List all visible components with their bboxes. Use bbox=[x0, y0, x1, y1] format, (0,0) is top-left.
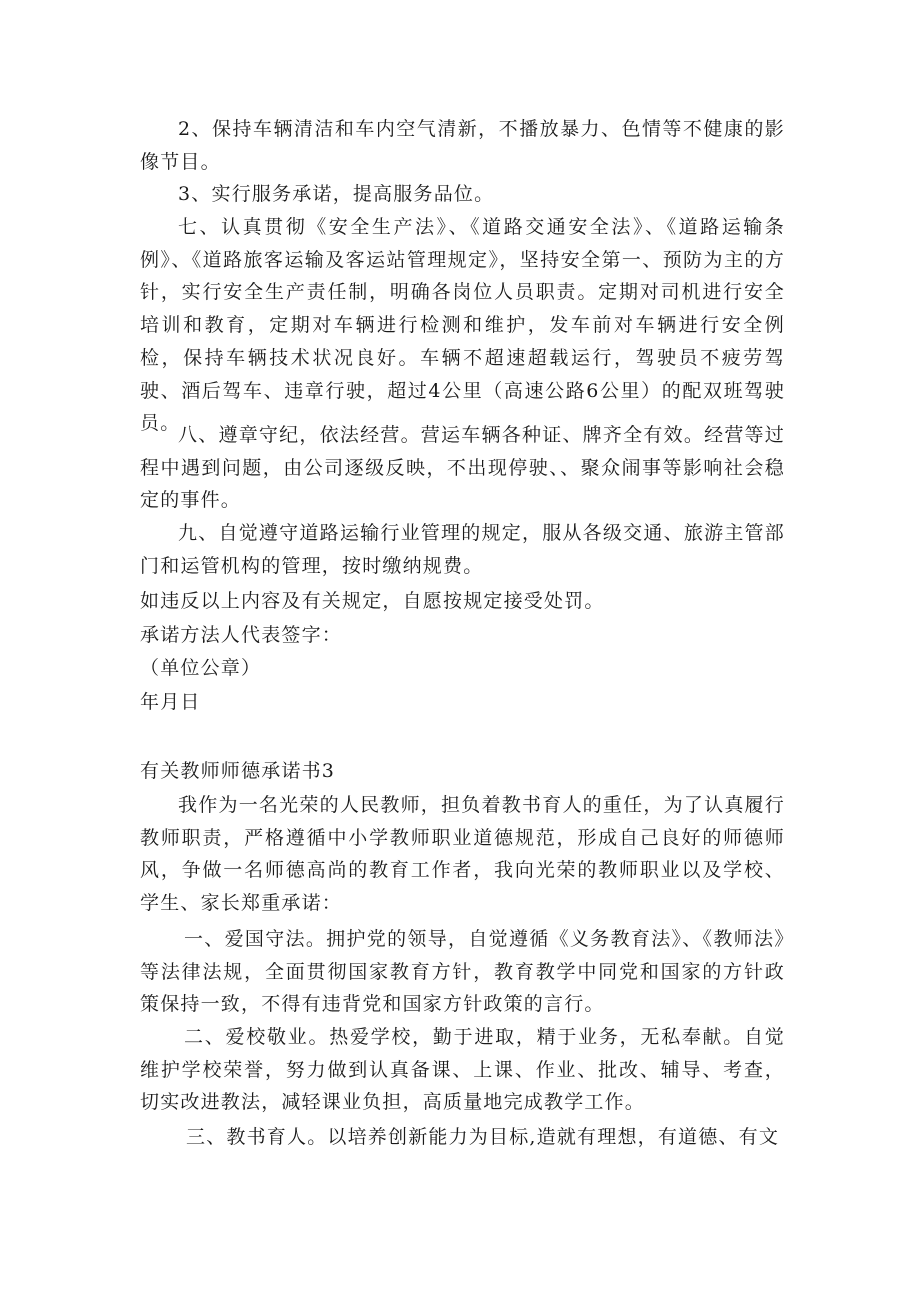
signature-line: 承诺方法人代表签字： bbox=[140, 624, 343, 646]
date-line: 年月日 bbox=[140, 691, 201, 713]
paragraph-service-promise: 3、实行服务承诺，提高服务品位。 bbox=[178, 183, 495, 205]
paragraph-vehicle-cleanliness: 2、保持车辆清洁和车内空气清新，不播放暴力、色情等不健康的影像节目。 bbox=[140, 118, 785, 173]
paragraph-regulation-compliance: 九、自觉遵守道路运输行业管理的规定，服从各级交通、旅游主管部门和运管机构的管理，按时缴纳规费。 bbox=[140, 522, 785, 577]
paragraph-patriotism: 一、爱国守法。拥护党的领导，自觉遵循《义务教育法》、《教师法》等法律法规，全面贯彻国家教育方针，教育教学中同党和国家的方针政策保持一致，不得有违背党和国家方针政策的言行。 bbox=[140, 928, 785, 1016]
paragraph-teacher-intro: 我作为一名光荣的人民教师，担负着教书育人的重任，为了认真履行教师职责，严格遵循中小学教师职业道德规范，形成自己良好的师德师风，争做一名师德高尚的教育工作者，我向光荣的教师职业以及学校、学生、家长郑重承诺： bbox=[140, 794, 785, 915]
paragraph-safety-production: 七、认真贯彻《安全生产法》、《道路交通安全法》、《道路运输条例》、《道路旅客运输及客运站管理规定》，坚持安全第一、预防为主的方针，实行安全生产责任制，明确各岗位人员职责。定期对司机进行安全培训和教育，定期对车辆进行检测和维护，发车前对车辆进行安全例检，保持车辆技术状况良好。车辆不超速超载运行，驾驶员不疲劳驾驶、酒后驾车、违章行驶，超过4公里（高速公路6公里）的配双班驾驶员。 bbox=[140, 216, 785, 435]
paragraph-law-abiding: 八、遵章守纪，依法经营。营运车辆各种证、牌齐全有效。经营等过程中遇到问题，由公司逐级反映，不出现停驶、、聚众闹事等影响社会稳定的事件。 bbox=[140, 424, 785, 512]
paragraph-love-school: 二、爱校敬业。热爱学校，勤于进取，精于业务，无私奉献。自觉维护学校荣誉，努力做到认真备课、上课、作业、批改、辅导、考查，切实改进教法，减轻课业负担，高质量地完成教学工作。 bbox=[140, 1026, 785, 1114]
unit-seal-line: （单位公章） bbox=[140, 657, 262, 679]
paragraph-penalty-acceptance: 如违反以上内容及有关规定，自愿按规定接受处罚。 bbox=[140, 590, 605, 612]
paragraph-teaching: 三、教书育人。以培养创新能力为目标,造就有理想，有道德、有文 bbox=[186, 1126, 780, 1148]
section-title: 有关教师师德承诺书3 bbox=[140, 760, 336, 782]
